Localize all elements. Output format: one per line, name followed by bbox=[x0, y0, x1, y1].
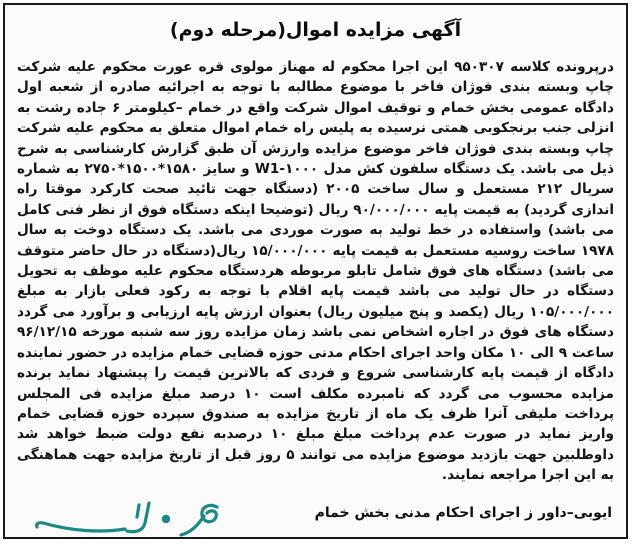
notice-signature: ایوبی–داور ز اجرای احکام مدنی بخش خمام bbox=[314, 505, 612, 521]
handwritten-number-mark bbox=[21, 493, 236, 537]
auction-notice bbox=[3, 3, 628, 539]
notice-body: درپرونده کلاسه ۹۵۰۳۰۷ این اجرا محکوم له مهناز مولوی قره عورت محکوم علیه شرکت چاپ وبسته بندی فوژان فاخر با موضوع مطالبه با توجه به اجرائیه صادره از شعبه اول دادگاه عمومی بخش خمام و توقیف اموال شرکت واقع در خمام –کیلومتر ۶ جاده رشت به انزلی جنب برنجکوبی همتی نرسیده به پلیس راه خمام اموال متعلق به محکوم علیه شرکت چاپ وبسته بندی فوژان فاخر موضوع مزایده وارزش آن طبق گزارش کارشناسی به شرح ذیل می باشد. یک دستگاه سلفون کش مدل W1-۱۰۰۰ و سایز ۱۵۸۰*۱۵۰۰*۲۷۵۰ به شماره سریال ۲۱۲ مستعمل و سال ساخت ۲۰۰۵ (دستگاه جهت تائید صحت کارکرد موقتا راه اندازی گردید) به قیمت پایه ۹۰/۰۰۰/۰۰۰ ریال (توضیحا اینکه دستگاه فوق از نظر فنی کامل می باشد) واستفاده در خط تولید به صورت موردی می باشد. یک دستگاه دوخت به سال ۱۹۷۸ ساخت روسیه مستعمل به قیمت پایه ۱۵/۰۰۰/۰۰۰ ریال(دستگاه در حال حاضر متوقف می باشد) دستگاه های فوق شامل تابلو مربوطه هردستگاه محکوم علیه موظف به تحویل دستگاه در حال تولید می باشد قیمت پایه اقلام با توجه به رکود فعلی بازار به مبلغ ۱۰۵/۰۰۰/۰۰۰ ریال (یکصد و پنج میلیون ریال) بعنوان ارزش پایه ارزیابی و برآورد می گردد دستگاه های فوق در اجاره اشخاص نمی باشد زمان مزایده روز سه شنبه مورخه ۹۶/۱۲/۱۵ ساعت ۹ الی ۱۰ مکان واحد اجرای احکام مدنی حوزه قضایی خمام مزایده در حضور نماینده دادگاه از قیمت پایه کارشناسی شروع و فردی که بالاترین قیمت را پیشنهاد نماید برنده مزایده محسوب می گردد که نامبرده مکلف است ۱۰ درصد مبلغ مزایده فی المجلس پرداخت ملیقی آنرا ظرف یک ماه از تاریخ مزایده به صندوق سپرده حوزه قضایی خمام واریز نماید در صورت عدم پرداخت مبلغ مبلغ ۱۰ درصدبه نفع دولت ضبط خواهد شد داوطلبین جهت بازدید موضوع مزایده می توانند ۵ روز قبل از تاریخ مزایده جهت هماهنگی به این اجرا مراجعه نمایند. bbox=[17, 59, 615, 484]
notice-title: آگهی مزایده اموال(مرحله دوم) bbox=[169, 19, 462, 41]
